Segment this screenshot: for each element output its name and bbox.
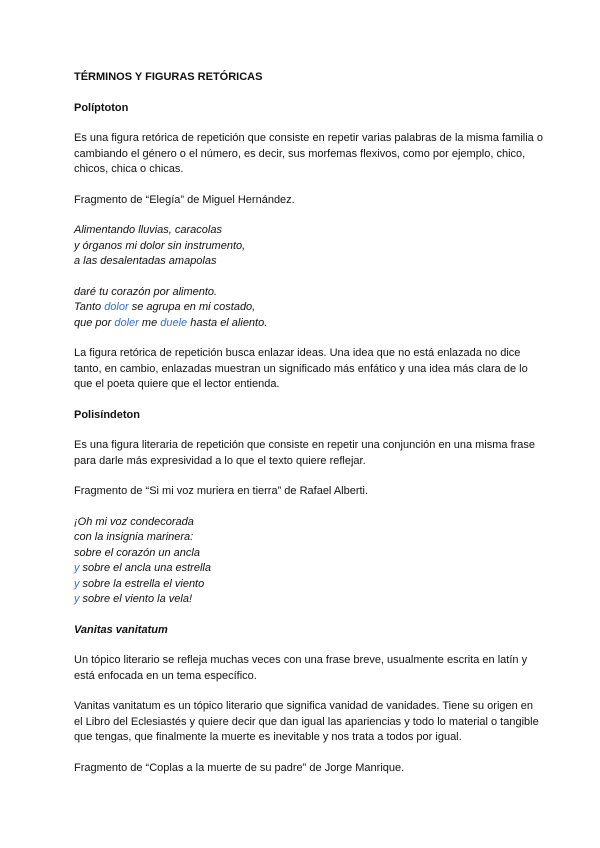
- highlighted-conjunction: y: [74, 562, 80, 574]
- highlighted-conjunction: y: [74, 593, 80, 605]
- paragraph-topico: Un tópico literario se refleja muchas veces con una frase breve, usualmente escrita en latín y está enfocada en un tema específico.: [74, 654, 528, 682]
- definition-polisindeton: Es una figura literaria de repetición que consiste en repetir una conjunción en una misma frase para darle más expresividad a lo que el texto quiere reflejar.: [74, 439, 536, 467]
- poem-text: se agrupa en mi costado,: [128, 301, 256, 313]
- highlighted-word: dolor: [104, 301, 129, 313]
- poem-line: sobre el corazón un ancla: [74, 546, 200, 559]
- poem-elegia-stanza-1: [74, 223, 544, 270]
- definition-poliptoton: Es una figura retórica de repetición que consiste en repetir varias palabras de la misma familia o cambiando el género o el número, es decir, sus morfemas flexivos, como por ejemplo, chico, chicos, chica o chicas.: [74, 132, 543, 175]
- explanation-poliptoton: La figura retórica de repetición busca enlazar ideas. Una idea que no está enlazada no dice tanto, en cambio, enlazadas muestran un significado más enfático y una idea más clara de lo que el poeta quiere que el lector entienda.: [74, 347, 528, 390]
- poem-elegia-stanza-2: [74, 285, 544, 332]
- fragment-manrique: Fragmento de “Coplas a la muerte de su padre” de Jorge Manrique.: [74, 761, 405, 774]
- poem-text: hasta el aliento.: [187, 316, 268, 329]
- paragraph-vanitas: Vanitas vanitatum es un tópico literario que significa vanidad de vanidades. Tiene su origen en el Libro del Eclesiastés y quiere decir que dan igual las apariencias y todo lo material o tangible que tengas, que finalmente la muerte es inevitable y nos trata a todos por igual.: [74, 700, 539, 743]
- highlighted-word: duele: [160, 316, 188, 329]
- heading-vanitas: Vanitas vanitatum: [74, 623, 168, 636]
- poem-line: [74, 561, 544, 577]
- document-title: TÉRMINOS Y FIGURAS RETÓRICAS: [74, 71, 263, 83]
- heading-polisindeton: Polisíndeton: [74, 408, 140, 421]
- poem-line: ¡Oh mi voz condecorada: [74, 515, 194, 528]
- fragment-alberti: Fragmento de “Si mi voz muriera en tierra” de Rafael Alberti.: [74, 485, 369, 497]
- poem-text: Tanto: [74, 301, 105, 313]
- poem-text: sobre el viento la vela!: [79, 593, 193, 605]
- poem-line: [74, 316, 544, 332]
- poem-line: a las desalentadas amapolas: [74, 255, 217, 267]
- document-body: [74, 70, 544, 791]
- poem-text: sobre el ancla una estrella: [79, 562, 211, 574]
- poem-text: que por: [74, 316, 115, 329]
- poem-line: [74, 577, 544, 593]
- poem-line: y órganos mi dolor sin instrumento,: [74, 239, 246, 252]
- fragment-elegia: Fragmento de “Elegía” de Miguel Hernández.: [74, 193, 295, 206]
- poem-line: con la insignia marinera:: [74, 531, 194, 543]
- poem-text: me: [138, 316, 161, 329]
- poem-line: [74, 300, 544, 316]
- highlighted-word: doler: [114, 316, 139, 329]
- poem-line: Alimentando lluvias, caracolas: [74, 224, 222, 236]
- highlighted-conjunction: y: [74, 577, 80, 590]
- poem-line: [74, 592, 544, 608]
- heading-poliptoton: Políptoton: [74, 101, 129, 114]
- poem-alberti: [74, 515, 544, 608]
- poem-text: sobre la estrella el viento: [79, 577, 205, 590]
- poem-line: daré tu corazón por alimento.: [74, 285, 218, 298]
